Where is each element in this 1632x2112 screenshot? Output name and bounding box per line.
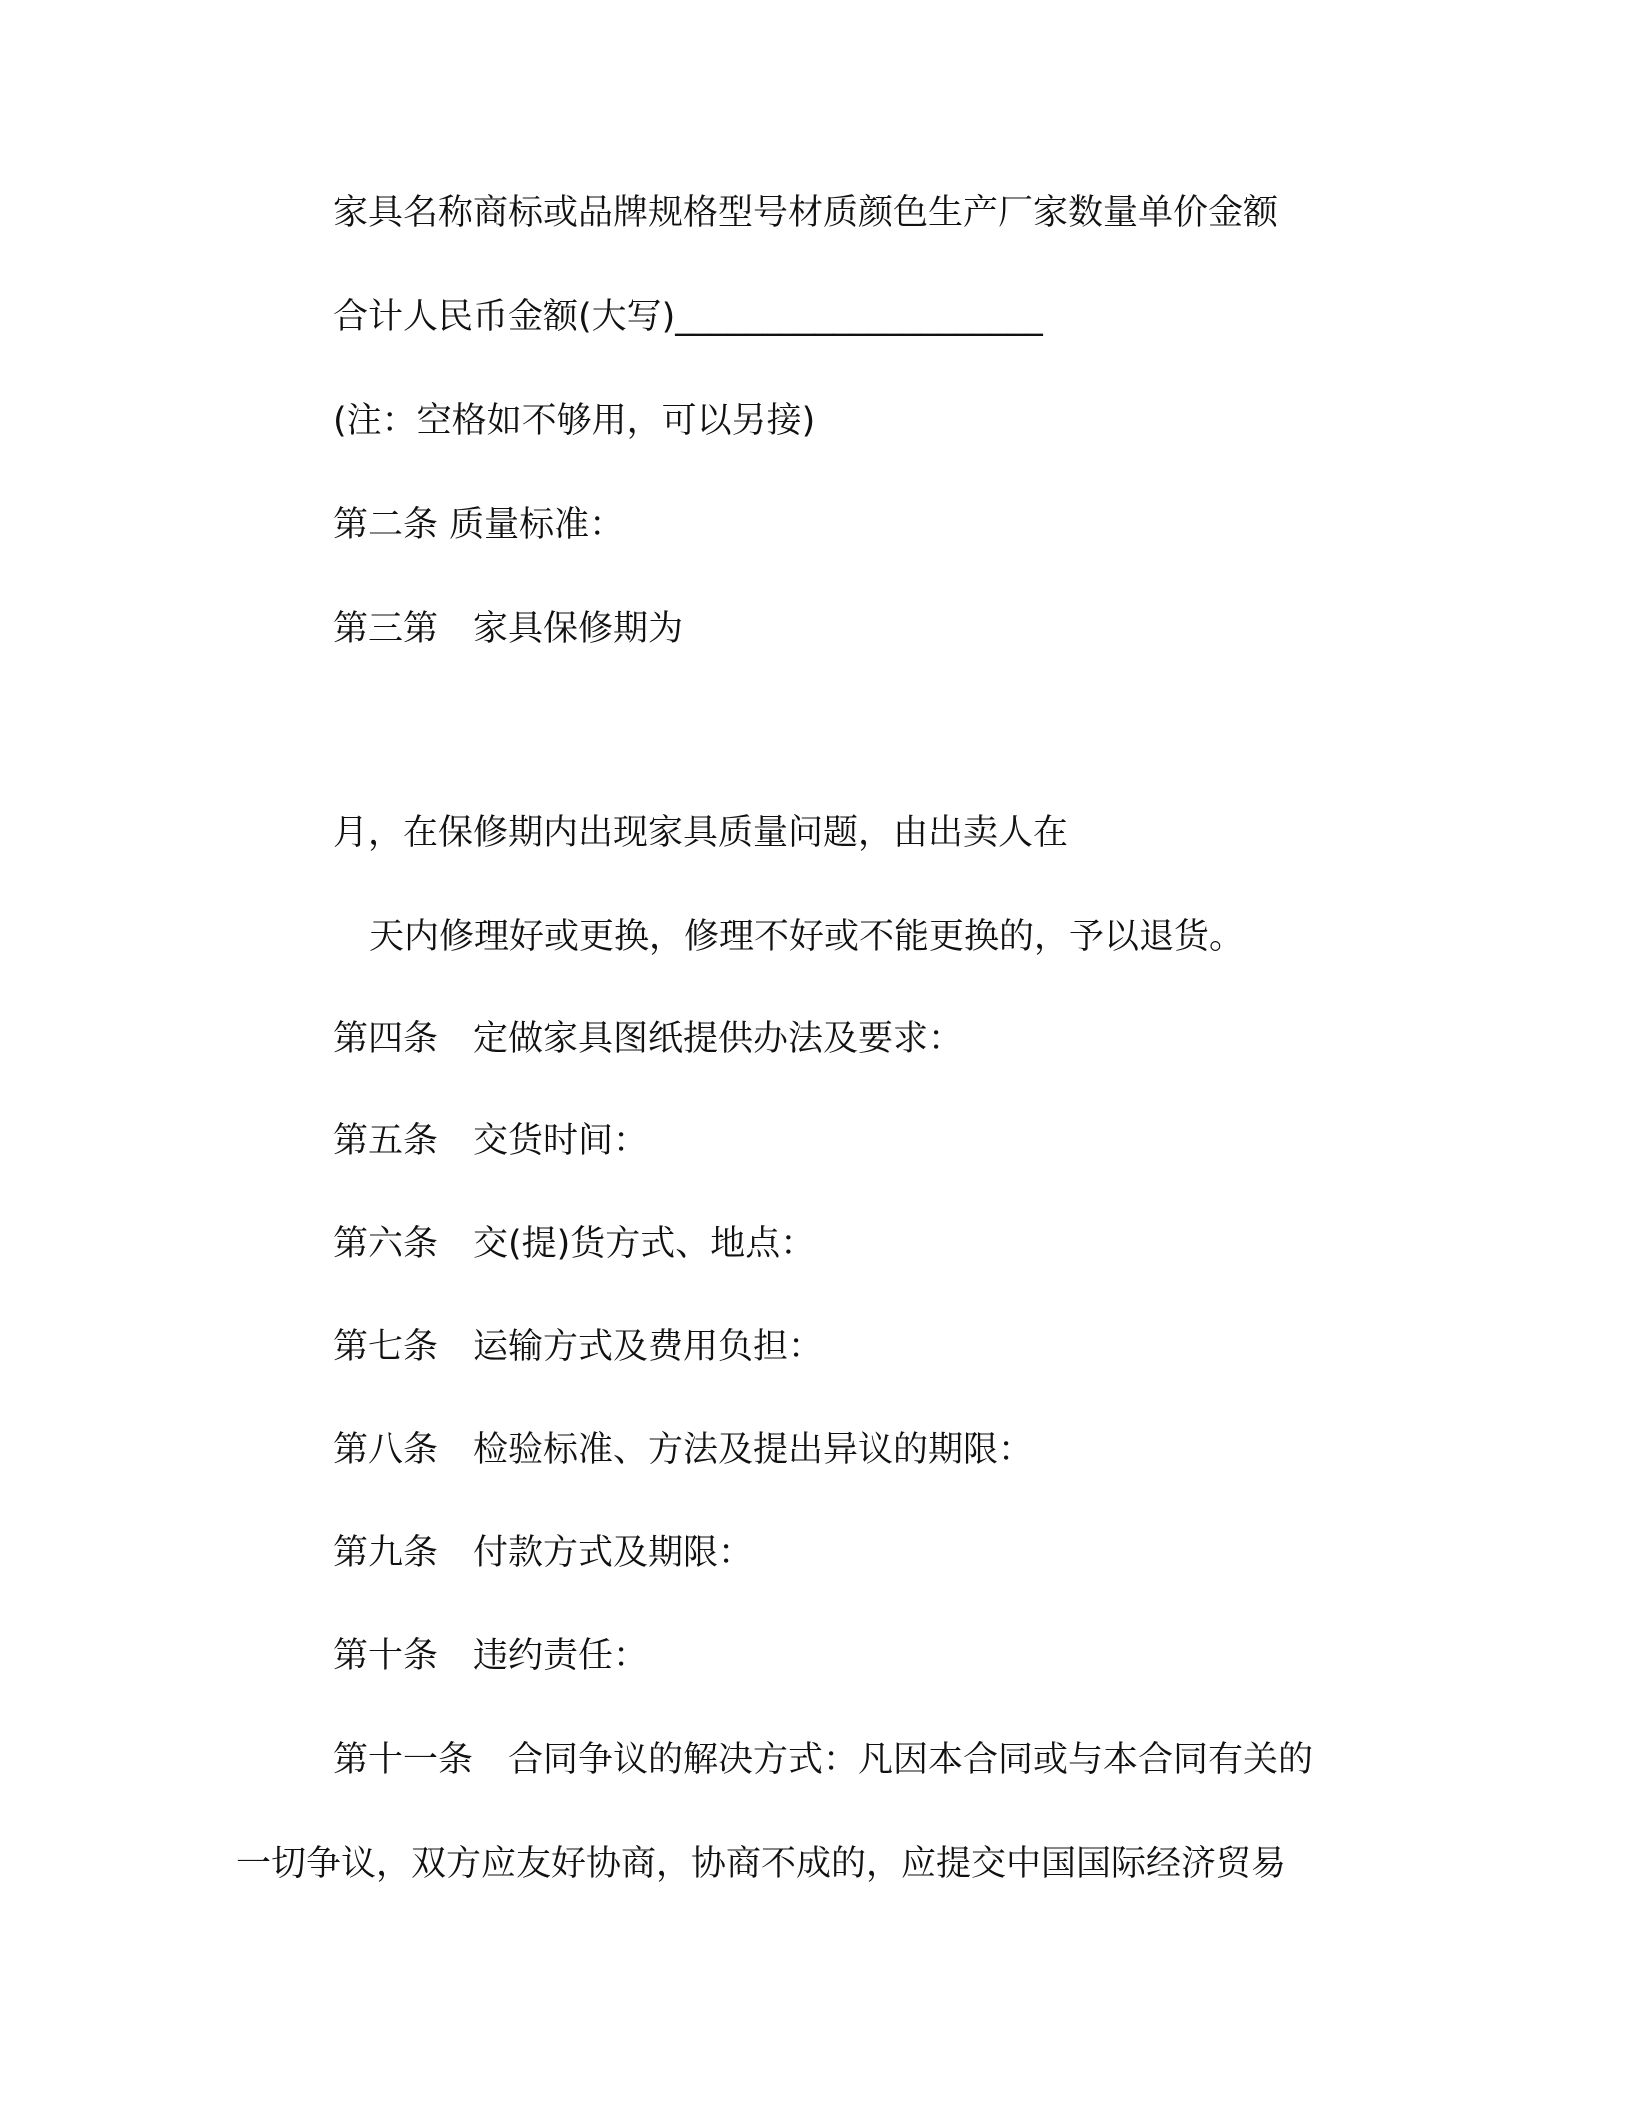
clause-2-quality-standard: 第二条 质量标准： [333,505,625,545]
clause-3-warranty-cont-2: 天内修理好或更换，修理不好或不能更换的，予以退货。 [369,917,1245,957]
furniture-table-header-line: 家具名称商标或品牌规格型号材质颜色生产厂家数量单价金额 [333,193,1279,233]
clause-4-drawings: 第四条 定做家具图纸提供办法及要求： [333,1019,964,1059]
clause-9-payment: 第九条 付款方式及期限： [333,1533,754,1573]
clause-8-inspection: 第八条 检验标准、方法及提出异议的期限： [333,1430,1034,1470]
note-line: (注：空格如不够用，可以另接) [333,401,816,441]
clause-10-liability: 第十条 违约责任： [333,1636,649,1676]
clause-3-warranty-period: 第三第 家具保修期为 [333,609,684,649]
clause-7-transport: 第七条 运输方式及费用负担： [333,1327,824,1367]
clause-6-delivery-method: 第六条 交(提)货方式、地点： [333,1224,816,1264]
total-amount-line: 合计人民币金额(大写)_____________________ [333,297,1043,337]
clause-11-dispute-line-2: 一切争议，双方应友好协商，协商不成的，应提交中国国际经济贸易 [236,1844,1287,1884]
clause-3-warranty-cont-1: 月，在保修期内出现家具质量问题，由出卖人在 [333,813,1069,853]
clause-5-delivery-time: 第五条 交货时间： [333,1121,649,1161]
clause-11-dispute-line-1: 第十一条 合同争议的解决方式：凡因本合同或与本合同有关的 [333,1740,1314,1780]
